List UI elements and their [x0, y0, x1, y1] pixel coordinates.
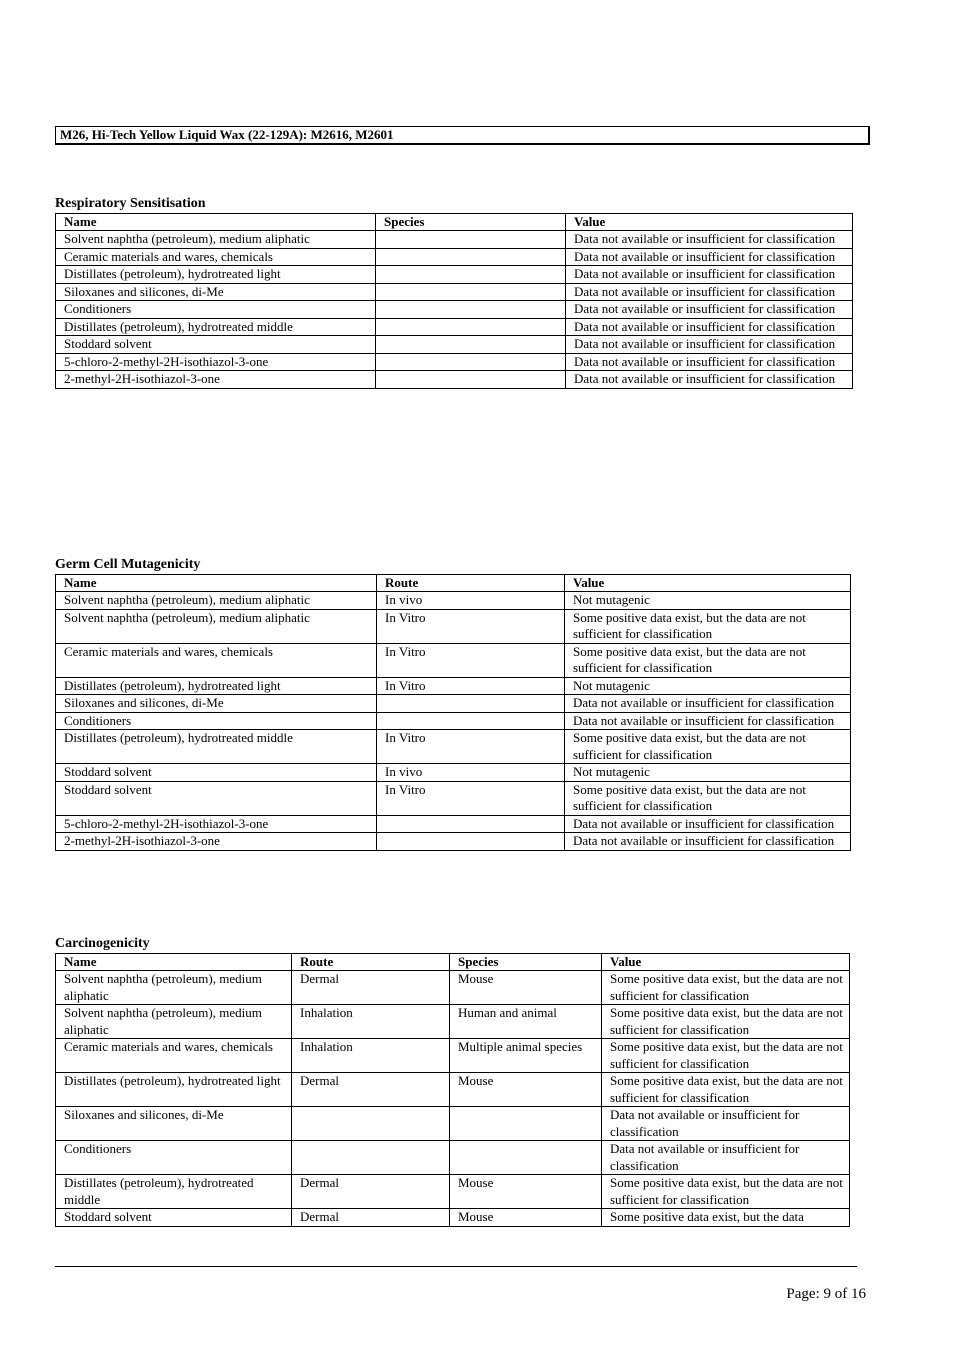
carcino-table	[55, 953, 850, 1227]
table-cell: Not mutagenic	[565, 764, 851, 782]
column-header: Value	[602, 954, 850, 971]
table-cell: Siloxanes and silicones, di-Me	[56, 695, 377, 713]
table-cell: Some positive data exist, but the data are not sufficient for classification	[565, 643, 851, 677]
table-cell: 5-chloro-2-methyl-2H-isothiazol-3-one	[56, 815, 377, 833]
table-cell	[292, 1141, 450, 1175]
table-cell: Human and animal	[450, 1005, 602, 1039]
table-cell: Multiple animal species	[450, 1039, 602, 1073]
respiratory-title: Respiratory Sensitisation	[55, 196, 206, 211]
footer-divider	[55, 1266, 857, 1267]
table-cell: Mouse	[450, 971, 602, 1005]
table-cell: Data not available or insufficient for classification	[566, 231, 853, 249]
table-cell: Data not available or insufficient for classification	[566, 353, 853, 371]
table-row	[56, 231, 853, 249]
carcino-title: Carcinogenicity	[55, 936, 150, 951]
table-row	[56, 318, 853, 336]
table-cell: Stoddard solvent	[56, 1209, 292, 1227]
table-row	[56, 971, 850, 1005]
table-cell: Some positive data exist, but the data	[602, 1209, 850, 1227]
table-cell	[376, 301, 566, 319]
table-cell: Solvent naphtha (petroleum), medium aliphatic	[56, 231, 376, 249]
table-cell: Distillates (petroleum), hydrotreated light	[56, 266, 376, 284]
table-cell: Inhalation	[292, 1005, 450, 1039]
table-row	[56, 781, 851, 815]
table-cell: Data not available or insufficient for classification	[565, 833, 851, 851]
table-cell: Conditioners	[56, 301, 376, 319]
table-cell	[292, 1107, 450, 1141]
table-cell: Data not available or insufficient for classification	[566, 266, 853, 284]
table-cell: 2-methyl-2H-isothiazol-3-one	[56, 371, 376, 389]
table-cell: Solvent naphtha (petroleum), medium aliphatic	[56, 609, 377, 643]
table-cell: Ceramic materials and wares, chemicals	[56, 1039, 292, 1073]
column-header: Route	[377, 575, 565, 592]
table-row	[56, 695, 851, 713]
table-cell	[376, 336, 566, 354]
table-row	[56, 248, 853, 266]
table-cell: Mouse	[450, 1073, 602, 1107]
table-cell: Some positive data exist, but the data are not sufficient for classification	[602, 1175, 850, 1209]
document-header: M26, Hi-Tech Yellow Liquid Wax (22-129A): M2616, M2601	[55, 126, 870, 145]
table-cell	[377, 712, 565, 730]
table-row	[56, 815, 851, 833]
table-row	[56, 643, 851, 677]
table-row	[56, 609, 851, 643]
table-cell: Data not available or insufficient for classification	[566, 248, 853, 266]
table-cell: Conditioners	[56, 712, 377, 730]
germ-section	[55, 557, 851, 851]
table-row	[56, 1175, 850, 1209]
column-header: Value	[565, 575, 851, 592]
table-cell: Data not available or insufficient for classification	[602, 1107, 850, 1141]
table-cell: Ceramic materials and wares, chemicals	[56, 248, 376, 266]
table-cell: Ceramic materials and wares, chemicals	[56, 643, 377, 677]
column-header: Name	[56, 214, 376, 231]
table-cell: Data not available or insufficient for classification	[565, 712, 851, 730]
table-row	[56, 1005, 850, 1039]
table-cell	[376, 283, 566, 301]
table-row	[56, 336, 853, 354]
table-cell: Inhalation	[292, 1039, 450, 1073]
table-cell: Conditioners	[56, 1141, 292, 1175]
table-row	[56, 1209, 850, 1227]
table-row	[56, 266, 853, 284]
table-cell	[376, 248, 566, 266]
respiratory-section	[55, 196, 853, 389]
table-cell	[376, 371, 566, 389]
table-cell: Siloxanes and silicones, di-Me	[56, 283, 376, 301]
table-cell: In Vitro	[377, 730, 565, 764]
table-cell: Distillates (petroleum), hydrotreated light	[56, 1073, 292, 1107]
table-cell: Data not available or insufficient for classification	[566, 301, 853, 319]
column-header: Route	[292, 954, 450, 971]
table-cell	[377, 695, 565, 713]
table-cell: Some positive data exist, but the data are not sufficient for classification	[602, 1039, 850, 1073]
table-cell	[450, 1141, 602, 1175]
table-cell: 2-methyl-2H-isothiazol-3-one	[56, 833, 377, 851]
table-row	[56, 592, 851, 610]
respiratory-table	[55, 213, 853, 389]
table-cell: Data not available or insufficient for classification	[566, 318, 853, 336]
table-row	[56, 353, 853, 371]
table-cell: Dermal	[292, 1175, 450, 1209]
table-cell: Distillates (petroleum), hydrotreated middle	[56, 730, 377, 764]
table-cell: Not mutagenic	[565, 592, 851, 610]
table-cell: Distillates (petroleum), hydrotreated light	[56, 677, 377, 695]
table-cell: In Vitro	[377, 609, 565, 643]
table-cell	[376, 318, 566, 336]
table-cell: Mouse	[450, 1209, 602, 1227]
table-row	[56, 1039, 850, 1073]
table-cell: Data not available or insufficient for classification	[566, 336, 853, 354]
table-cell: In Vitro	[377, 781, 565, 815]
table-row	[56, 1141, 850, 1175]
table-cell	[376, 353, 566, 371]
table-cell: Data not available or insufficient for classification	[602, 1141, 850, 1175]
table-cell: Distillates (petroleum), hydrotreated middle	[56, 318, 376, 336]
table-cell: Solvent naphtha (petroleum), medium aliphatic	[56, 592, 377, 610]
table-cell: Some positive data exist, but the data are not sufficient for classification	[565, 781, 851, 815]
table-cell: In vivo	[377, 592, 565, 610]
table-cell: Data not available or insufficient for classification	[565, 815, 851, 833]
table-cell	[450, 1107, 602, 1141]
table-cell: In Vitro	[377, 677, 565, 695]
table-header-row	[56, 575, 851, 592]
table-cell	[376, 266, 566, 284]
table-row	[56, 677, 851, 695]
table-cell: In vivo	[377, 764, 565, 782]
table-cell: Solvent naphtha (petroleum), medium aliphatic	[56, 971, 292, 1005]
carcino-section	[55, 936, 850, 1227]
table-cell: Mouse	[450, 1175, 602, 1209]
table-row	[56, 1073, 850, 1107]
table-row	[56, 712, 851, 730]
table-cell: Dermal	[292, 971, 450, 1005]
germ-table	[55, 574, 851, 851]
table-header-row	[56, 214, 853, 231]
germ-title: Germ Cell Mutagenicity	[55, 557, 201, 572]
table-cell	[377, 815, 565, 833]
column-header: Species	[376, 214, 566, 231]
table-cell: Data not available or insufficient for classification	[565, 695, 851, 713]
column-header: Name	[56, 954, 292, 971]
table-cell: Not mutagenic	[565, 677, 851, 695]
table-row	[56, 1107, 850, 1141]
table-cell: Data not available or insufficient for classification	[566, 371, 853, 389]
table-row	[56, 764, 851, 782]
table-row	[56, 283, 853, 301]
page-number: Page: 9 of 16	[786, 1286, 866, 1302]
column-header: Value	[566, 214, 853, 231]
table-row	[56, 833, 851, 851]
column-header: Species	[450, 954, 602, 971]
table-cell: Distillates (petroleum), hydrotreated middle	[56, 1175, 292, 1209]
table-header-row	[56, 954, 850, 971]
table-cell: Some positive data exist, but the data are not sufficient for classification	[602, 1073, 850, 1107]
table-cell	[376, 231, 566, 249]
column-header: Name	[56, 575, 377, 592]
table-cell: Some positive data exist, but the data are not sufficient for classification	[565, 609, 851, 643]
table-cell: Siloxanes and silicones, di-Me	[56, 1107, 292, 1141]
table-cell: Stoddard solvent	[56, 336, 376, 354]
table-cell: 5-chloro-2-methyl-2H-isothiazol-3-one	[56, 353, 376, 371]
table-cell: Dermal	[292, 1073, 450, 1107]
table-cell: In Vitro	[377, 643, 565, 677]
table-row	[56, 301, 853, 319]
table-cell: Data not available or insufficient for classification	[566, 283, 853, 301]
table-cell: Some positive data exist, but the data are not sufficient for classification	[565, 730, 851, 764]
table-row	[56, 371, 853, 389]
table-cell: Some positive data exist, but the data are not sufficient for classification	[602, 1005, 850, 1039]
table-cell	[377, 833, 565, 851]
table-cell: Solvent naphtha (petroleum), medium aliphatic	[56, 1005, 292, 1039]
table-cell: Dermal	[292, 1209, 450, 1227]
table-cell: Stoddard solvent	[56, 781, 377, 815]
table-cell: Some positive data exist, but the data are not sufficient for classification	[602, 971, 850, 1005]
table-row	[56, 730, 851, 764]
table-cell: Stoddard solvent	[56, 764, 377, 782]
